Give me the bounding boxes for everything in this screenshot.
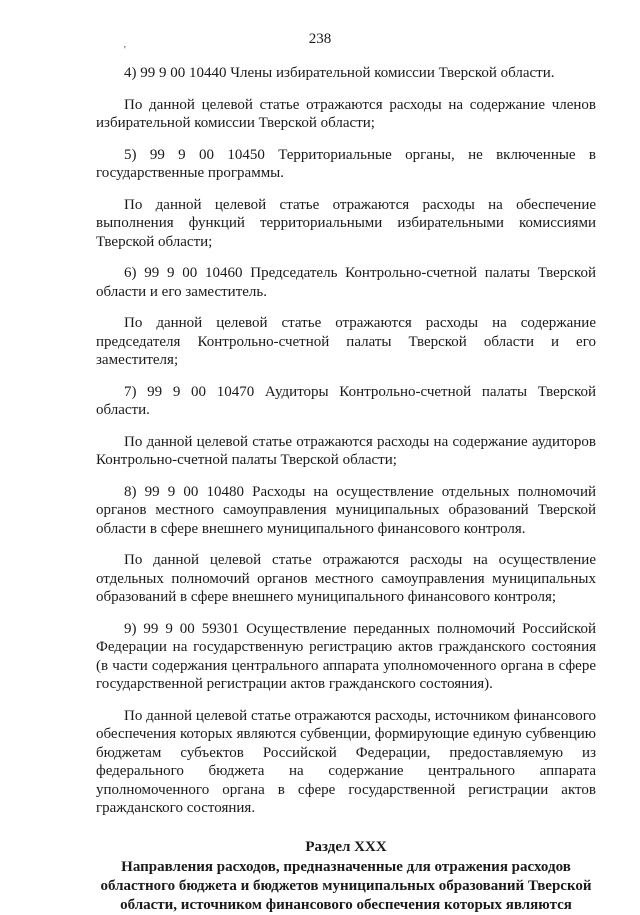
document-body [96, 64, 596, 915]
paragraph-description-4: По данной целевой статье отражаются расходы на содержание членов избирательной комиссии Тверской области; [96, 96, 596, 131]
paragraph-item-7: 7) 99 9 00 10470 Аудиторы Контрольно-счетной палаты Тверской области. [96, 383, 596, 418]
section-title: Раздел XXX [305, 838, 387, 855]
paragraph-item-4: 4) 99 9 00 10440 Члены избирательной комиссии Тверской области. [124, 65, 555, 81]
scan-speck: ' [124, 45, 126, 56]
paragraph-item-6: 6) 99 9 00 10460 Председатель Контрольно-счетной палаты Тверской области и его заместитель. [96, 265, 596, 300]
paragraph-item-9: 9) 99 9 00 59301 Осуществление переданных полномочий Российской Федерации на государственную регистрацию актов гражданского состояния (в части содержания центрального аппарата уполномоченного органа в сфере государственной регистрации актов гражданского состояния). [96, 620, 596, 692]
section-subtitle: Направления расходов, предназначенные для отражения расходов областного бюджета и бюджетов муниципальных образований Тверской области, источником финансового обеспечения которых являются [100, 858, 592, 913]
paragraph-description-6: По данной целевой статье отражаются расходы на содержание председателя Контрольно-счетной палаты Тверской области и его заместителя; [96, 315, 596, 368]
section-heading [96, 838, 596, 915]
paragraph-description-5: По данной целевой статье отражаются расходы на обеспечение выполнения функций территориальными избирательными комиссиями Тверской области; [96, 196, 596, 250]
paragraph-item-5: 5) 99 9 00 10450 Территориальные органы, не включенные в государственные программы. [96, 146, 596, 181]
paragraph-description-8: По данной целевой статье отражаются расходы на осуществление отдельных полномочий органов местного самоуправления муниципальных образований в сфере внешнего муниципального финансового контроля; [96, 552, 596, 605]
paragraph-item-8: 8) 99 9 00 10480 Расходы на осуществление отдельных полномочий органов местного самоуправления муниципальных образований Тверской области в сфере внешнего муниципального финансового контроля. [96, 483, 596, 537]
paragraph-description-7: По данной целевой статье отражаются расходы на содержание аудиторов Контрольно-счетной палаты Тверской области; [96, 433, 596, 468]
paragraph-description-9: По данной целевой статье отражаются расходы, источником финансового обеспечения которых являются субвенции, формирующие единую субвенцию бюджетам субъектов Российской Федерации, предоставляемую из федерального бюджета на содержание центрального аппарата уполномоченного органа в сфере государственной регистрации актов гражданского состояния. [96, 707, 596, 816]
page-number: 238 [308, 31, 332, 47]
